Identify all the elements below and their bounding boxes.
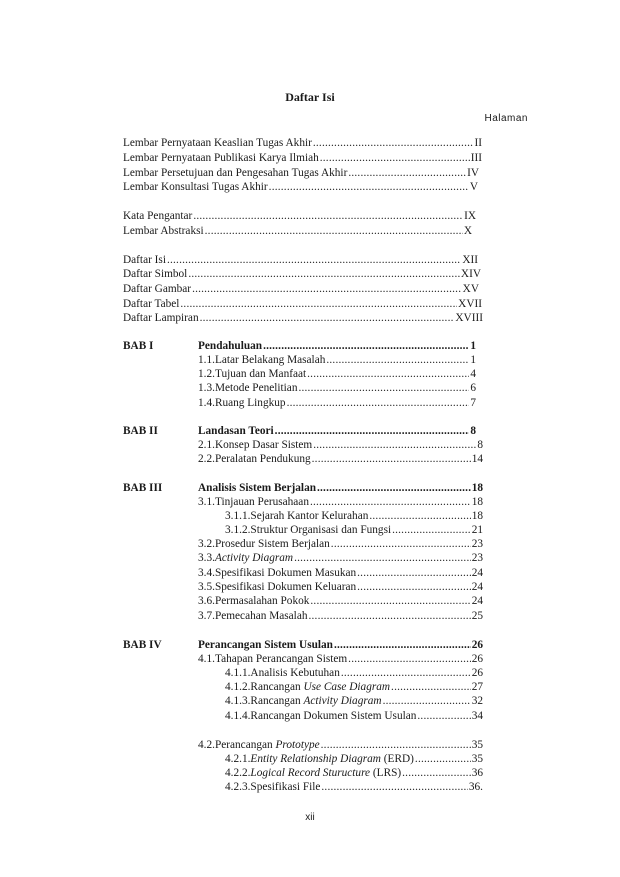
toc-entry[interactable]	[225, 709, 483, 723]
toc-entry[interactable]	[198, 452, 483, 466]
entry-page: 18	[471, 496, 483, 508]
entry-label: Peralatan Pendukung	[214, 453, 311, 465]
entry-label: Prosedur Sistem Berjalan	[214, 538, 330, 550]
entry-label: Daftar Tabel	[123, 298, 180, 310]
section-number: 1.2.	[198, 368, 215, 380]
leader-dots	[321, 738, 471, 752]
leader-dots	[334, 638, 471, 652]
entry-label: Sejarah Kantor Kelurahan	[250, 510, 369, 522]
section-number: 1.3.	[198, 382, 215, 394]
toc-entry[interactable]	[198, 438, 483, 452]
entry-label: Pemecahan Masalah	[214, 610, 308, 622]
entry-label: Ruang Lingkup	[214, 397, 286, 409]
entry-page: 7	[470, 397, 476, 409]
entry-page: 18	[471, 510, 483, 522]
entry-label: Daftar Lampiran	[123, 312, 199, 324]
section-number: 4.2.	[198, 739, 215, 751]
entry-page: 23	[471, 538, 483, 550]
section-number: 3.7.	[198, 610, 215, 622]
chapter-label: BAB II	[123, 425, 158, 437]
page-title: Daftar Isi	[285, 90, 335, 104]
entry-page: IX	[464, 210, 476, 222]
toc-entry[interactable]	[198, 537, 483, 551]
entry-page: 25	[471, 610, 483, 622]
section-number: 4.2.3.	[225, 781, 251, 793]
toc-entry[interactable]	[198, 652, 483, 666]
entry-label: Daftar Simbol	[123, 268, 188, 280]
toc-entry[interactable]	[198, 580, 483, 594]
leader-dots	[263, 339, 469, 353]
leader-dots	[331, 537, 471, 551]
entry-page: X	[463, 225, 472, 237]
entry-page: XVIII	[455, 312, 483, 324]
toc-entry[interactable]	[123, 224, 472, 238]
entry-page: 27	[471, 681, 483, 693]
leader-dots	[326, 353, 469, 367]
label-italic: Prototype	[275, 739, 320, 751]
chapter-title: Pendahuluan	[198, 340, 263, 352]
toc-entry[interactable]	[123, 253, 478, 267]
toc-entry[interactable]	[123, 151, 482, 165]
toc-entry[interactable]	[198, 594, 483, 608]
toc-entry[interactable]	[225, 766, 483, 780]
toc-entry[interactable]	[198, 609, 483, 623]
entry-page: XIV	[460, 268, 481, 280]
section-number: 2.1.	[198, 439, 215, 451]
page-number: xii	[305, 812, 315, 823]
chapter-entry[interactable]	[198, 424, 476, 438]
toc-entry[interactable]	[198, 495, 483, 509]
label-prefix: Rancangan	[250, 695, 304, 707]
chapter-entry[interactable]	[198, 638, 483, 652]
entry-label: Daftar Gambar	[123, 283, 192, 295]
toc-entry[interactable]	[225, 680, 483, 694]
entry-page: 4	[470, 368, 476, 380]
entry-label: Lembar Pernyataan Publikasi Karya Ilmiah	[123, 152, 319, 164]
leader-dots	[417, 709, 470, 723]
section-number: 4.1.1.	[225, 667, 251, 679]
entry-label	[215, 738, 320, 752]
chapter-entry[interactable]	[198, 481, 483, 495]
label-prefix: Rancangan	[250, 681, 304, 693]
section-number: 4.1.	[198, 653, 215, 665]
entry-page: 18	[471, 482, 483, 494]
entry-label: Lembar Abstraksi	[123, 225, 204, 237]
section-number: 4.2.1.	[225, 753, 251, 765]
leader-dots	[269, 180, 469, 194]
entry-label	[250, 694, 381, 708]
leader-dots	[180, 297, 457, 311]
entry-label: Tahapan Perancangan Sistem	[214, 653, 348, 665]
entry-label: Kata Pengantar	[123, 210, 193, 222]
entry-label: Latar Belakang Masalah	[214, 354, 326, 366]
leader-dots	[317, 481, 471, 495]
toc-entry[interactable]	[225, 752, 483, 766]
leader-dots	[402, 766, 471, 780]
entry-label	[250, 766, 401, 780]
entry-page: IV	[467, 167, 479, 179]
entry-label: Struktur Organisasi dan Fungsi	[250, 524, 392, 536]
entry-label: Rancangan Dokumen Sistem Usulan	[250, 710, 417, 722]
chapter-label: BAB I	[123, 340, 154, 352]
leader-dots	[383, 694, 471, 708]
section-number: 4.1.3.	[225, 695, 251, 707]
leader-dots	[294, 551, 471, 565]
entry-label: Lembar Persetujuan dan Pengesahan Tugas Akhir	[123, 167, 348, 179]
entry-page: II	[474, 137, 482, 149]
entry-page: 26	[471, 639, 483, 651]
toc-entry[interactable]	[123, 166, 479, 180]
section-number: 3.4.	[198, 567, 215, 579]
entry-page: XII	[462, 254, 478, 266]
chapter-label: BAB IV	[123, 639, 162, 651]
entry-page: XVII	[458, 298, 482, 310]
entry-page: III	[470, 152, 482, 164]
section-number: 3.2.	[198, 538, 215, 550]
entry-page: 23	[471, 552, 483, 564]
leader-dots	[188, 267, 460, 281]
leader-dots	[357, 580, 471, 594]
entry-page: 26	[471, 667, 483, 679]
entry-label: Permasalahan Pokok	[214, 595, 310, 607]
toc-entry[interactable]	[123, 267, 481, 281]
leader-dots	[275, 424, 470, 438]
toc-entry[interactable]	[225, 780, 483, 794]
toc-entry[interactable]	[123, 209, 476, 223]
entry-page: 36.	[468, 781, 483, 793]
leader-dots	[287, 396, 470, 410]
toc-entry[interactable]	[225, 694, 483, 708]
section-number: 4.1.2.	[225, 681, 251, 693]
entry-label: Spesifikasi File	[250, 781, 321, 793]
toc-entry[interactable]	[123, 311, 483, 325]
entry-page: 24	[471, 567, 483, 579]
label-italic: Entity Relationship Diagram	[250, 753, 381, 765]
entry-label: Tinjauan Perusahaan	[214, 496, 309, 508]
leader-dots	[310, 594, 470, 608]
leader-dots	[357, 566, 471, 580]
entry-label: Tujuan dan Manfaat	[214, 368, 307, 380]
entry-label: Metode Penelitian	[214, 382, 298, 394]
label-suffix: (ERD)	[380, 753, 414, 765]
leader-dots	[200, 311, 455, 325]
label-italic: Activity Diagram	[303, 695, 382, 707]
entry-page: 24	[471, 581, 483, 593]
leader-dots	[193, 209, 463, 223]
entry-page: XV	[462, 283, 479, 295]
leader-dots	[392, 523, 471, 537]
section-number: 1.1.	[198, 354, 215, 366]
leader-dots	[348, 652, 471, 666]
entry-label: Spesifikasi Dokumen Keluaran	[214, 581, 357, 593]
section-number: 3.1.	[198, 496, 215, 508]
entry-page: 14	[471, 453, 483, 465]
entry-label: Lembar Pernyataan Keaslian Tugas Akhir	[123, 137, 312, 149]
toc-entry[interactable]	[198, 381, 476, 395]
section-number: 3.5.	[198, 581, 215, 593]
toc-entry[interactable]	[198, 738, 483, 752]
leader-dots	[310, 495, 471, 509]
halaman-label: Halaman	[484, 113, 528, 124]
entry-label: Daftar Isi	[123, 254, 166, 266]
entry-label	[250, 680, 390, 694]
leader-dots	[341, 666, 471, 680]
toc-entry[interactable]	[225, 666, 483, 680]
toc-entry[interactable]	[198, 353, 476, 367]
chapter-title: Landasan Teori	[198, 425, 274, 437]
entry-page: 35	[471, 753, 483, 765]
entry-label: Lembar Konsultasi Tugas Akhir	[123, 181, 268, 193]
toc-entry[interactable]	[198, 367, 476, 381]
leader-dots	[313, 438, 476, 452]
leader-dots	[205, 224, 463, 238]
section-number: 4.2.2.	[225, 767, 251, 779]
leader-dots	[348, 166, 466, 180]
toc-entry[interactable]	[123, 180, 478, 194]
entry-page: 34	[471, 710, 483, 722]
toc-entry[interactable]	[198, 396, 476, 410]
entry-page: 24	[471, 595, 483, 607]
entry-page: 35	[471, 739, 483, 751]
leader-dots	[298, 381, 469, 395]
toc-entry[interactable]	[225, 509, 483, 523]
entry-page: 8	[477, 439, 483, 451]
entry-page: 21	[471, 524, 483, 536]
leader-dots	[312, 452, 471, 466]
entry-label: Konsep Dasar Sistem	[214, 439, 313, 451]
chapter-entry[interactable]	[198, 339, 476, 353]
toc-entry[interactable]	[198, 551, 483, 565]
entry-label: Spesifikasi Dokumen Masukan	[214, 567, 357, 579]
toc-entry[interactable]	[225, 523, 483, 537]
leader-dots	[320, 151, 470, 165]
leader-dots	[321, 780, 467, 794]
toc-entry[interactable]	[198, 566, 483, 580]
entry-page: 1	[470, 354, 476, 366]
section-number: 1.4.	[198, 397, 215, 409]
leader-dots	[415, 752, 471, 766]
section-number: 2.2.	[198, 453, 215, 465]
section-number: 4.1.4.	[225, 710, 251, 722]
toc-entry[interactable]	[123, 282, 479, 296]
toc-entry[interactable]	[123, 136, 482, 150]
leader-dots	[167, 253, 461, 267]
section-number: 3.1.2.	[225, 524, 251, 536]
chapter-title: Perancangan Sistem Usulan	[198, 639, 333, 651]
leader-dots	[307, 367, 469, 381]
leader-dots	[313, 136, 474, 150]
entry-page: 8	[470, 425, 476, 437]
section-number: 3.1.1.	[225, 510, 251, 522]
chapter-title: Analisis Sistem Berjalan	[198, 482, 316, 494]
leader-dots	[309, 609, 471, 623]
section-number: 3.6.	[198, 595, 215, 607]
entry-page: 6	[470, 382, 476, 394]
leader-dots	[391, 680, 471, 694]
entry-page: V	[469, 181, 478, 193]
entry-page: 26	[471, 653, 483, 665]
label-suffix: (LRS)	[370, 767, 402, 779]
label-italic: Logical Record Sturucture	[250, 767, 371, 779]
toc-entry[interactable]	[123, 297, 482, 311]
entry-label: Activity Diagram	[214, 552, 294, 564]
leader-dots	[369, 509, 470, 523]
entry-page: 36	[471, 767, 483, 779]
leader-dots	[192, 282, 462, 296]
entry-label: Analisis Kebutuhan	[250, 667, 340, 679]
entry-page: 32	[471, 695, 483, 707]
entry-label	[250, 752, 414, 766]
label-prefix: Perancangan	[214, 739, 276, 751]
label-italic: Use Case Diagram	[303, 681, 391, 693]
chapter-label: BAB III	[123, 482, 163, 494]
section-number: 3.3.	[198, 552, 215, 564]
entry-page: 1	[470, 340, 476, 352]
